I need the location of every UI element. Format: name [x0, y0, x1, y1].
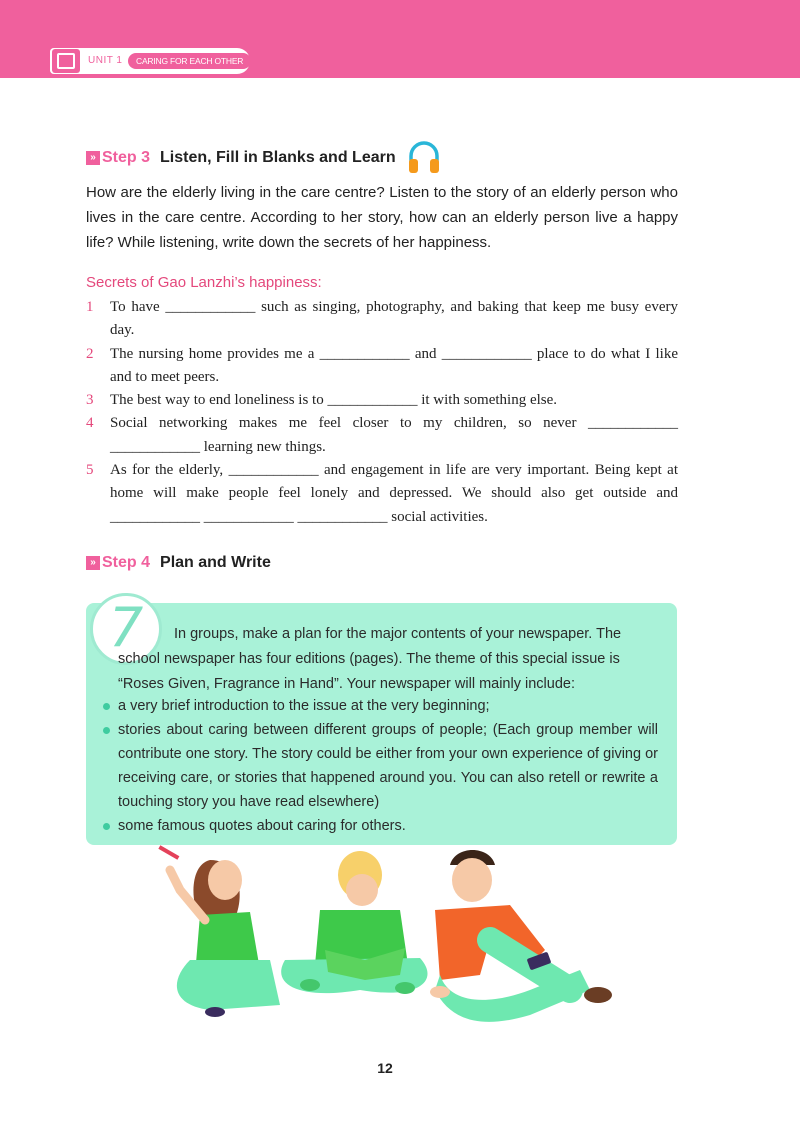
page-number: 12: [377, 1060, 393, 1076]
unit-label: UNIT 1: [88, 55, 123, 66]
item-number: 4: [86, 415, 94, 432]
bullet-text: stories about caring between different groups of people; (Each group member will contribute one story. The story could be either from your own experience of giving or receiving care, or stories that happened around you. You can also retell or rewrite a touching story you have read elsewhere): [118, 722, 658, 810]
list-item: [102, 814, 658, 838]
list-item: [86, 389, 678, 412]
step3-number: Step 3: [102, 149, 151, 166]
task-bullets: [102, 694, 658, 838]
girl-reading-figure: [281, 851, 427, 994]
step3-title: Listen, Fill in Blanks and Learn: [160, 149, 396, 166]
step4-title: Plan and Write: [160, 554, 271, 571]
list-item: [102, 694, 658, 718]
list-item: [86, 412, 678, 459]
girl-writing-figure: [158, 845, 280, 1017]
item-number: 1: [86, 299, 94, 315]
double-chevron-icon: »: [86, 151, 100, 165]
item-text: The nursing home provides me a ____________ and ____________ place to do what I like and to meet peers.: [110, 345, 678, 385]
step4-number: Step 4: [102, 554, 151, 571]
list-item: [86, 296, 678, 343]
unit-title: CARING FOR EACH OTHER: [128, 53, 251, 69]
headphones-icon: [406, 140, 442, 176]
item-number: 2: [86, 345, 94, 362]
bullet-icon: [103, 727, 110, 734]
bullet-icon: [103, 823, 110, 830]
item-text: To have ____________ such as singing, photography, and baking that keep me busy every day.: [110, 299, 678, 339]
secrets-title: Secrets of Gao Lanzhi’s happiness:: [86, 274, 322, 291]
task-intro-text: In groups, make a plan for the major contents of your newspaper. The school newspaper has four editions (pages). The theme of this special issue is “Roses Given, Fragrance in Hand”. Your newspaper will mainly include:: [118, 626, 622, 692]
task-intro: [118, 622, 658, 697]
list-item: [102, 718, 658, 814]
bullet-text: a very brief introduction to the issue at the very beginning;: [118, 698, 490, 714]
task-number: 7: [108, 596, 144, 659]
step4-heading: [86, 554, 271, 572]
step3-intro: How are the elderly living in the care centre? Listen to the story of an elderly person who lives in the care centre. According to her story, how can an elderly person live a happy life? While listening, write down the secrets of her happiness.: [86, 184, 678, 251]
bullet-icon: [103, 703, 110, 710]
list-item: [86, 459, 678, 529]
secrets-list: [86, 296, 678, 529]
boy-sitting-figure: [430, 850, 612, 1022]
bullet-text: some famous quotes about caring for others.: [118, 818, 406, 834]
students-illustration: [150, 840, 630, 1030]
item-number: 3: [86, 392, 94, 409]
item-text: The best way to end loneliness is to ____________ it with something else.: [110, 392, 558, 409]
step3-heading: [86, 140, 442, 176]
unit-logo-icon: [52, 49, 80, 73]
item-number: 5: [86, 462, 94, 479]
item-text: Social networking makes me feel closer to my children, so never ____________ ____________ learning new things.: [110, 415, 678, 455]
item-text: As for the elderly, ____________ and engagement in life are very important. Being kept at home will make people feel lonely and depressed. We should also get outside and ____________ ____________ ____________ social activities.: [110, 462, 678, 525]
double-chevron-icon: »: [86, 556, 100, 570]
list-item: [86, 343, 678, 390]
